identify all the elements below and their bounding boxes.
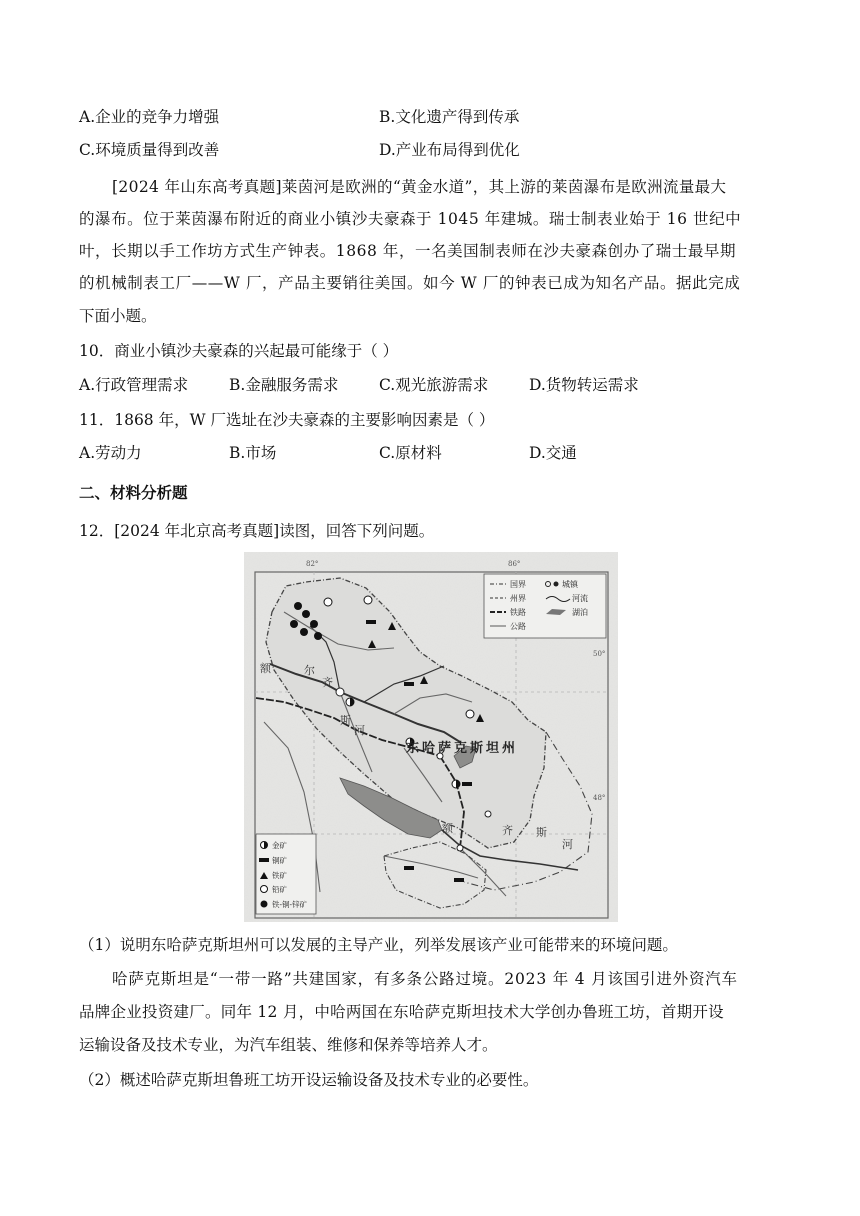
- q10-option-c: C.观光旅游需求: [379, 376, 489, 394]
- passage-kz-line-3: 运输设备及技术专业，为汽车组装、维修和保养等培养人才。: [79, 1036, 498, 1054]
- passage-kz-line-2: 品牌企业投资建厂。同年 12 月，中哈两国在东哈萨克斯坦技术大学创办鲁班工坊，首期开设: [79, 1003, 724, 1021]
- q9-option-a: A.企业的竞争力增强: [79, 108, 220, 126]
- legend-town: 城镇: [562, 580, 578, 589]
- section-heading: 二、材料分析题: [79, 484, 188, 502]
- q9-option-b: B.文化遗产得到传承: [379, 108, 520, 126]
- river-label-qi-2: 齐: [502, 824, 513, 837]
- town: [457, 845, 463, 851]
- river-label-si-2: 斯: [536, 826, 547, 839]
- lead-mine: [324, 598, 332, 606]
- river-label-er: 尔: [304, 664, 315, 677]
- lead-mine: [466, 710, 474, 718]
- town: [336, 688, 344, 696]
- iron-copper-zinc-mine: [300, 628, 308, 636]
- river-label-he: 河: [354, 724, 365, 737]
- q11-option-d: D.交通: [529, 444, 577, 462]
- iron-copper-zinc-mine: [294, 602, 302, 610]
- q9-option-d: D.产业布局得到优化: [379, 141, 520, 159]
- passage-rhine-line-1: [2024 年山东高考真题]莱茵河是欧洲的“黄金水道”，其上游的莱茵瀑布是欧洲流量最大: [112, 178, 727, 196]
- copper-mine: [404, 682, 414, 686]
- passage-rhine-line-5: 下面小题。: [79, 307, 157, 325]
- iron-copper-zinc-mine: [310, 620, 318, 628]
- river-label-si: 斯: [340, 714, 351, 727]
- legend-iron: 铁矿: [272, 871, 287, 880]
- iron-copper-zinc-mine: [302, 610, 310, 618]
- legend-copper: 铜矿: [272, 856, 287, 865]
- iron-copper-zinc-mine: [290, 620, 298, 628]
- q10-option-b: B.金融服务需求: [229, 376, 339, 394]
- legend-road: 公路: [510, 622, 526, 631]
- passage-rhine-line-4: 的机械制表工厂——W 厂，产品主要销往美国。如今 W 厂的钟表已成为知名产品。据此完成: [79, 274, 741, 292]
- passage-kz-line-1: 哈萨克斯坦是“一带一路”共建国家，有多条公路过境。2023 年 4 月该国引进外资汽车: [112, 970, 738, 988]
- river-label-e-2: 额: [442, 822, 453, 835]
- copper-mine: [404, 866, 414, 870]
- legend-top: [484, 574, 606, 638]
- q9-option-c: C.环境质量得到改善: [79, 141, 220, 159]
- copper-mine: [454, 878, 464, 882]
- passage-rhine-line-2: 的瀑布。位于莱茵瀑布附近的商业小镇沙夫豪森于 1045 年建城。瑞士制表业始于 16 世纪中: [79, 210, 742, 228]
- q10-option-d: D.货物转运需求: [529, 376, 639, 394]
- legend-gold: 金矿: [272, 841, 287, 850]
- legend-state-border: 州界: [510, 594, 526, 603]
- q12-stem: 12．[2024 年北京高考真题]读图，回答下列问题。: [79, 522, 435, 540]
- passage-rhine-line-3: 叶，长期以手工作坊方式生产钟表。1868 年，一名美国制表师在沙夫豪森创办了瑞士最早期: [79, 242, 737, 260]
- q11-stem: 11．1868 年，W 厂选址在沙夫豪森的主要影响因素是（ ）: [79, 411, 495, 429]
- legend-river: 河流: [572, 594, 588, 603]
- legend-bottom: [256, 834, 316, 914]
- q11-option-c: C.原材料: [379, 444, 442, 462]
- legend-lead: 铅矿: [272, 885, 287, 894]
- q12-part-1: （1）说明东哈萨克斯坦州可以发展的主导产业，列举发展该产业可能带来的环境问题。: [79, 936, 678, 954]
- legend-lake: 湖泊: [572, 608, 588, 617]
- lead-mine: [364, 596, 372, 604]
- iron-copper-zinc-mine: [314, 632, 322, 640]
- region-label: 东哈萨克斯坦州: [406, 741, 519, 756]
- q10-option-a: A.行政管理需求: [79, 376, 189, 394]
- legend-railway: 铁路: [510, 608, 526, 617]
- q11-option-a: A.劳动力: [79, 444, 142, 462]
- town: [485, 811, 491, 817]
- river-label-e: 额: [260, 662, 271, 675]
- legend-iron-copper-zinc: 铁-铜-锌矿: [272, 900, 308, 909]
- q12-part-2: （2）概述哈萨克斯坦鲁班工坊开设运输设备及技术专业的必要性。: [79, 1071, 539, 1089]
- q11-option-b: B.市场: [229, 444, 277, 462]
- river-label-qi: 齐: [322, 676, 333, 689]
- copper-mine: [366, 620, 376, 624]
- lat-label-1: 50°: [593, 650, 606, 658]
- lat-label-2: 48°: [593, 794, 606, 802]
- q10-stem: 10．商业小镇沙夫豪森的兴起最可能缘于（ ）: [79, 342, 399, 360]
- lng-label-1: 82°: [306, 560, 319, 568]
- river-label-he-2: 河: [562, 838, 573, 851]
- lng-label-2: 86°: [508, 560, 521, 568]
- legend-national-border: 国界: [510, 580, 526, 589]
- east-kazakhstan-map: [244, 552, 618, 922]
- copper-mine: [462, 782, 472, 786]
